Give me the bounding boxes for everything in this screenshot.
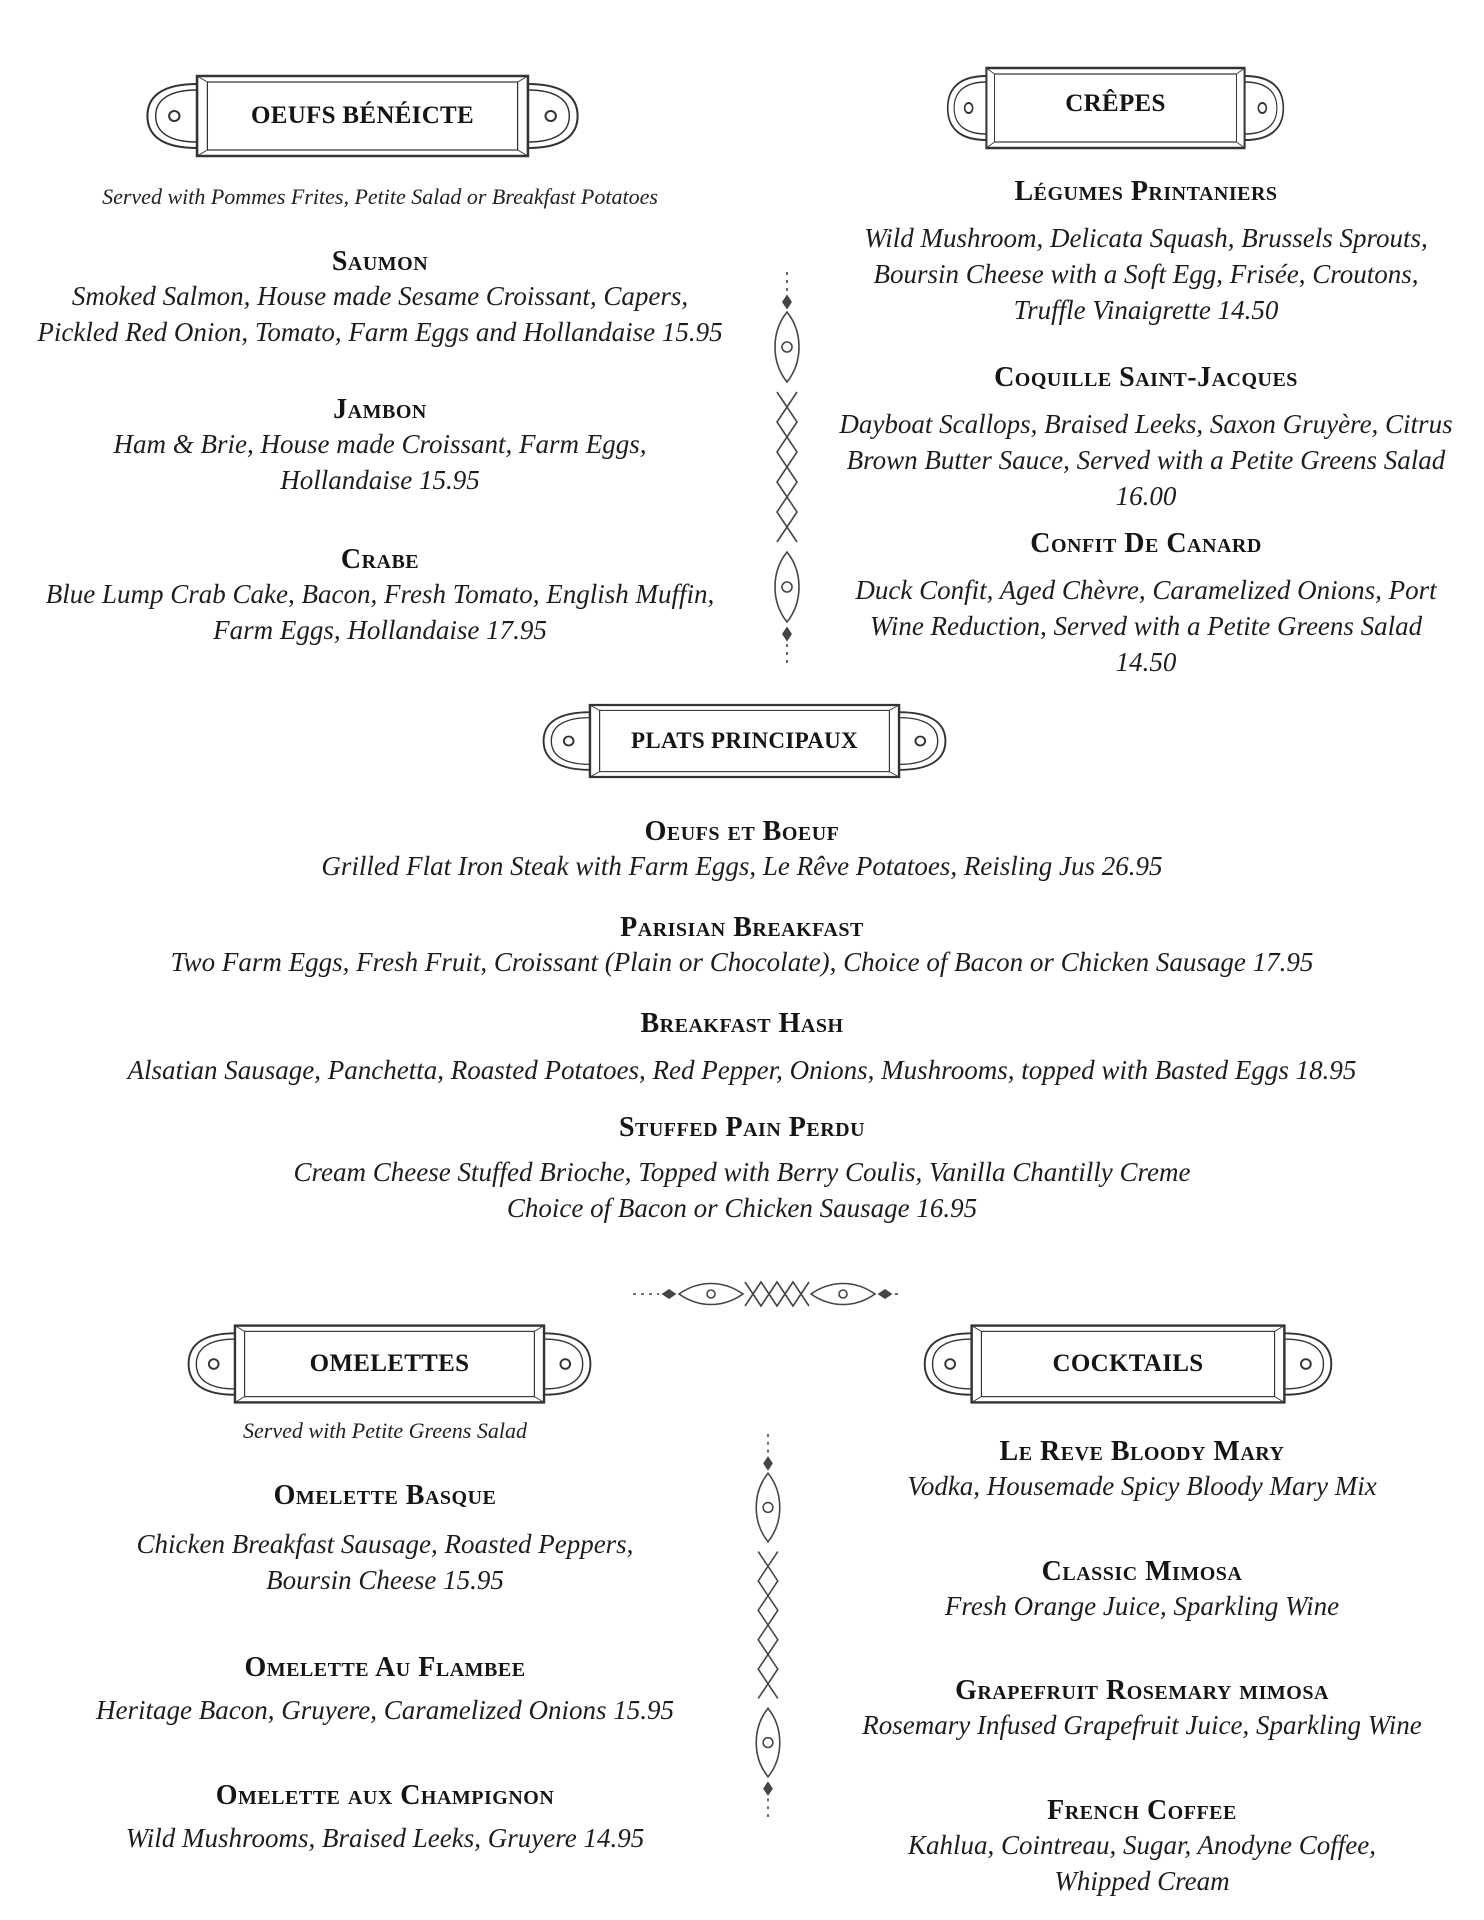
- crepes-heading-plaque: [938, 58, 1293, 158]
- item-desc: Heritage Bacon, Gruyere, Caramelized Onions 15.95: [96, 1695, 674, 1725]
- menu-item-crabe: [0, 544, 760, 648]
- item-desc: 16.00: [1115, 481, 1177, 511]
- item-desc: Fresh Orange Juice, Sparkling Wine: [944, 1591, 1340, 1621]
- item-title: Le Reve Bloody Mary: [999, 1436, 1285, 1467]
- item-desc: 14.50: [1115, 647, 1177, 677]
- item-desc: Alsatian Sausage, Panchetta, Roasted Potatoes, Red Pepper, Onions, Mushrooms, topped with Basted Eggs 18.95: [127, 1055, 1357, 1085]
- cocktails-heading: COCKTAILS: [1052, 1350, 1204, 1377]
- menu-item-grapefruit-mimosa: [800, 1675, 1484, 1743]
- oeufs-heading: OEUFS BÉNÉICTE: [250, 102, 474, 129]
- oeufs-note: Served with Pommes Frites, Petite Salad or Breakfast Potatoes: [102, 184, 658, 209]
- menu-item-coquille: [808, 362, 1484, 514]
- item-desc: Choice of Bacon or Chicken Sausage 16.95: [506, 1193, 978, 1223]
- item-desc: Kahlua, Cointreau, Sugar, Anodyne Coffee,: [908, 1830, 1376, 1860]
- menu-item-hash: [0, 1008, 1484, 1088]
- item-title: Légumes Printaniers: [1014, 176, 1278, 207]
- item-title: Omelette aux Champignon: [215, 1780, 555, 1811]
- menu-item-parisian: [0, 912, 1484, 980]
- item-desc: Pickled Red Onion, Tomato, Farm Eggs and Hollandaise 15.95: [37, 317, 723, 347]
- plats-heading-plaque: [532, 696, 957, 786]
- menu-item-pain-perdu: [0, 1112, 1484, 1226]
- item-desc: Two Farm Eggs, Fresh Fruit, Croissant (Plain or Chocolate), Choice of Bacon or Chicken Sausage 17.95: [170, 947, 1314, 977]
- item-title: Omelette Basque: [273, 1480, 497, 1511]
- item-title: Saumon: [331, 246, 429, 277]
- menu-item-saumon: [0, 246, 760, 350]
- menu-item-oeufs-boeuf: [0, 816, 1484, 884]
- item-desc: Ham & Brie, House made Croissant, Farm Eggs,: [113, 429, 647, 459]
- menu-item-omelette-flambee: [0, 1652, 770, 1728]
- menu-item-french-coffee: [800, 1795, 1484, 1899]
- item-title: Crabe: [340, 544, 420, 575]
- item-desc: Wild Mushroom, Delicata Squash, Brussels Sprouts,: [864, 223, 1428, 253]
- item-desc: Hollandaise 15.95: [280, 465, 480, 495]
- item-desc: Wild Mushrooms, Braised Leeks, Gruyere 14.95: [125, 1823, 645, 1853]
- item-title: Confit De Canard: [1030, 528, 1262, 559]
- item-title: Oeufs et Boeuf: [644, 816, 840, 847]
- item-title: Jambon: [333, 394, 427, 425]
- crepes-heading: CRÊPES: [1065, 90, 1166, 117]
- item-desc: Truffle Vinaigrette 14.50: [1013, 295, 1279, 325]
- item-title: Coquille Saint-Jacques: [994, 362, 1298, 393]
- item-desc: Farm Eggs, Hollandaise 17.95: [213, 615, 547, 645]
- menu-item-omelette-basque: [0, 1480, 770, 1598]
- menu-item-classic-mimosa: [800, 1556, 1484, 1624]
- vertical-ornament-top: [767, 272, 807, 664]
- item-desc: Brown Butter Sauce, Served with a Petite Greens Salad: [846, 445, 1446, 475]
- item-title: Classic Mimosa: [1041, 1556, 1243, 1587]
- omelettes-heading: OMELETTES: [309, 1350, 470, 1377]
- item-desc: Duck Confit, Aged Chèvre, Caramelized Onions, Port: [855, 575, 1437, 605]
- menu-item-jambon: [0, 394, 760, 498]
- item-desc: Dayboat Scallops, Braised Leeks, Saxon Gruyère, Citrus: [839, 409, 1453, 439]
- item-desc: Smoked Salmon, House made Sesame Croissant, Capers,: [71, 281, 689, 311]
- item-desc: Vodka, Housemade Spicy Bloody Mary Mix: [907, 1471, 1377, 1501]
- item-desc: Blue Lump Crab Cake, Bacon, Fresh Tomato, English Muffin,: [45, 579, 715, 609]
- item-title: Stuffed Pain Perdu: [618, 1112, 866, 1143]
- menu-item-confit: [808, 528, 1484, 680]
- item-desc: Whipped Cream: [1054, 1866, 1230, 1896]
- item-title: Breakfast Hash: [640, 1008, 844, 1039]
- item-desc: Boursin Cheese with a Soft Egg, Frisée, Croutons,: [873, 259, 1419, 289]
- item-title: Grapefruit Rosemary mimosa: [955, 1675, 1329, 1706]
- cocktails-heading-plaque: [913, 1316, 1343, 1412]
- item-title: Parisian Breakfast: [620, 912, 864, 943]
- item-desc: Boursin Cheese 15.95: [266, 1565, 504, 1595]
- horizontal-ornament: [633, 1276, 903, 1312]
- item-desc: Chicken Breakfast Sausage, Roasted Peppers,: [136, 1529, 634, 1559]
- vertical-ornament-bottom: [748, 1434, 788, 1818]
- plats-heading: PLATS PRINCIPAUX: [631, 728, 858, 753]
- item-title: French Coffee: [1047, 1795, 1237, 1826]
- item-desc: Grilled Flat Iron Steak with Farm Eggs, Le Rêve Potatoes, Reisling Jus 26.95: [321, 851, 1163, 881]
- omelettes-heading-plaque: [177, 1316, 602, 1412]
- item-desc: Rosemary Infused Grapefruit Juice, Sparkling Wine: [862, 1710, 1422, 1740]
- oeufs-heading-plaque: [135, 66, 590, 166]
- menu-item-omelette-champignon: [0, 1780, 770, 1856]
- item-desc: Cream Cheese Stuffed Brioche, Topped with Berry Coulis, Vanilla Chantilly Creme: [293, 1157, 1191, 1187]
- item-title: Omelette Au Flambee: [244, 1652, 526, 1683]
- menu-item-bloody-mary: [800, 1436, 1484, 1504]
- menu-item-legumes: [808, 176, 1484, 328]
- omelettes-note: Served with Petite Greens Salad: [243, 1418, 527, 1443]
- item-desc: Wine Reduction, Served with a Petite Greens Salad: [869, 611, 1423, 641]
